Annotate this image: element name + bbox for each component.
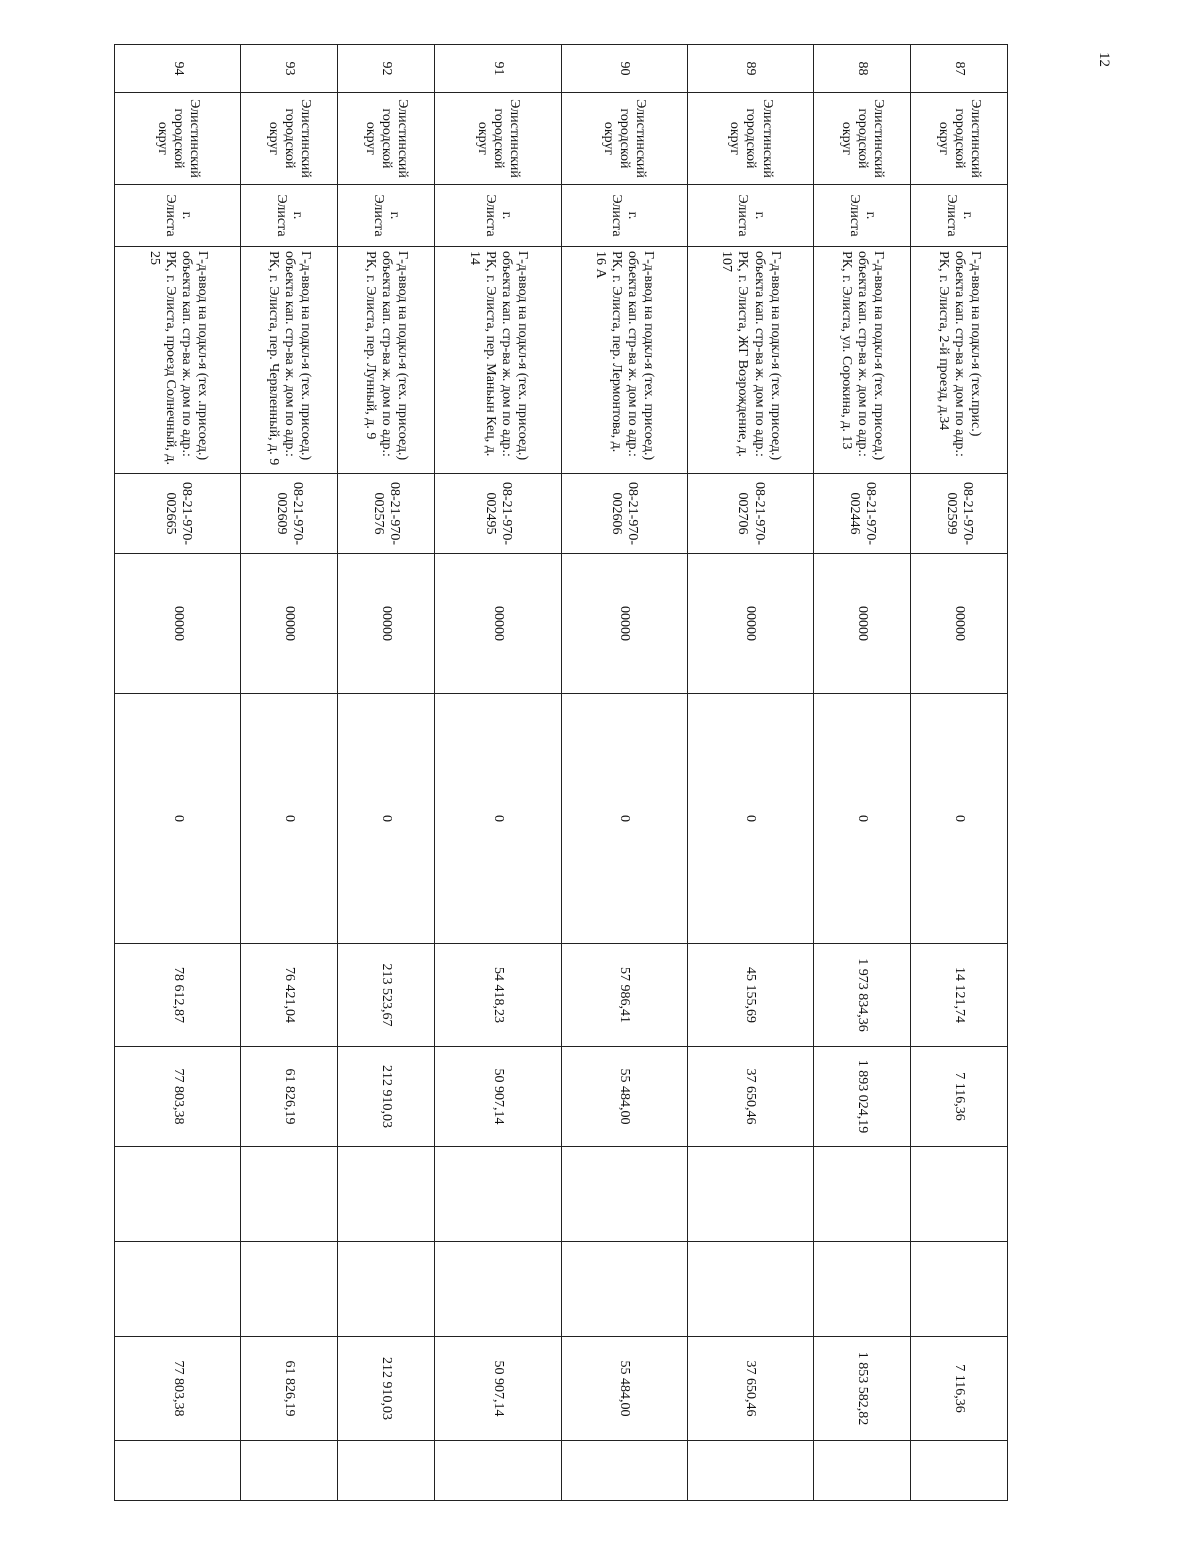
amount-2: 1 893 024,19 xyxy=(814,1047,911,1147)
table-row xyxy=(115,45,241,1501)
object-code: 08-21-970-002495 xyxy=(435,474,561,554)
object-description: Г-д-ввод на подкл-я (тех.прис.) объекта кап. стр-ва ж. дом по адр.: РК, г. Элиста, 2-й проезд, д.34 xyxy=(911,247,1008,474)
empty-cell xyxy=(241,1242,338,1337)
empty-cell xyxy=(814,1147,911,1242)
object-description: Г-д-ввод на подкл-я (тех .присоед.) объекта кап. стр-ва ж. дом по адр.: РК, г. Элиста, проезд Солнечный, д. 25 xyxy=(115,247,241,474)
table-row xyxy=(911,45,1008,1501)
empty-cell xyxy=(561,1242,687,1337)
empty-cell xyxy=(338,1147,435,1242)
code-00000: 00000 xyxy=(241,554,338,694)
table-row xyxy=(338,45,435,1501)
amount-2: 77 803,38 xyxy=(115,1047,241,1147)
empty-cell xyxy=(115,1242,241,1337)
amount-1: 213 523,67 xyxy=(338,944,435,1047)
empty-cell xyxy=(687,1147,813,1242)
amount-2: 212 910,03 xyxy=(338,1047,435,1147)
zero-value: 0 xyxy=(814,694,911,944)
empty-cell xyxy=(338,1242,435,1337)
code-00000: 00000 xyxy=(814,554,911,694)
table-row xyxy=(814,45,911,1501)
row-number: 94 xyxy=(115,45,241,93)
empty-cell xyxy=(911,1441,1008,1501)
empty-cell xyxy=(115,1441,241,1501)
empty-cell xyxy=(814,1242,911,1337)
table-row xyxy=(561,45,687,1501)
empty-cell xyxy=(911,1242,1008,1337)
zero-value: 0 xyxy=(911,694,1008,944)
table-row xyxy=(435,45,561,1501)
empty-cell xyxy=(911,1147,1008,1242)
city-cell: г. Элиста xyxy=(435,185,561,247)
empty-cell xyxy=(338,1441,435,1501)
amount-1: 54 418,23 xyxy=(435,944,561,1047)
empty-cell xyxy=(814,1441,911,1501)
page-number: 12 xyxy=(1096,52,1112,67)
amount-2: 7 116,36 xyxy=(911,1047,1008,1147)
district-cell: Элистинский городской округ xyxy=(814,93,911,185)
city-cell: г. Элиста xyxy=(561,185,687,247)
zero-value: 0 xyxy=(435,694,561,944)
zero-value: 0 xyxy=(338,694,435,944)
total-amount: 77 803,38 xyxy=(115,1337,241,1441)
zero-value: 0 xyxy=(241,694,338,944)
zero-value: 0 xyxy=(115,694,241,944)
row-number: 91 xyxy=(435,45,561,93)
empty-cell xyxy=(241,1147,338,1242)
code-00000: 00000 xyxy=(687,554,813,694)
object-description: Г-д-ввод на подкл-я (тех. присоед.) объекта кап. стр-ва ж. дом по адр.: РК, г. Элиста, пер. Червленный, д. 9 xyxy=(241,247,338,474)
rotated-table-wrapper xyxy=(114,44,1008,1500)
empty-cell xyxy=(241,1441,338,1501)
total-amount: 50 907,14 xyxy=(435,1337,561,1441)
table-body xyxy=(115,45,1008,1501)
object-code: 08-21-970-002599 xyxy=(911,474,1008,554)
amount-2: 50 907,14 xyxy=(435,1047,561,1147)
row-number: 90 xyxy=(561,45,687,93)
table-row xyxy=(687,45,813,1501)
object-description: Г-д-ввод на подкл-я (тех. присоед.) объекта кап. стр-ва ж. дом по адр.: РК, г. Элиста, ЖГ Возрождение, д. 107 xyxy=(687,247,813,474)
district-cell: Элистинский городской округ xyxy=(115,93,241,185)
row-number: 88 xyxy=(814,45,911,93)
object-code: 08-21-970-002706 xyxy=(687,474,813,554)
amount-1: 45 155,69 xyxy=(687,944,813,1047)
empty-cell xyxy=(435,1441,561,1501)
code-00000: 00000 xyxy=(338,554,435,694)
row-number: 93 xyxy=(241,45,338,93)
amount-1: 57 986,41 xyxy=(561,944,687,1047)
object-code: 08-21-970-002609 xyxy=(241,474,338,554)
object-code: 08-21-970-002446 xyxy=(814,474,911,554)
zero-value: 0 xyxy=(561,694,687,944)
district-cell: Элистинский городской округ xyxy=(338,93,435,185)
total-amount: 7 116,36 xyxy=(911,1337,1008,1441)
object-description: Г-д-ввод на подкл-я (тех. присоед.) объекта кап. стр-ва ж. дом по адр.: РК, г. Элиста, пер. Лермонтова, д. 16 А xyxy=(561,247,687,474)
amount-2: 55 484,00 xyxy=(561,1047,687,1147)
code-00000: 00000 xyxy=(561,554,687,694)
city-cell: г. Элиста xyxy=(241,185,338,247)
code-00000: 00000 xyxy=(911,554,1008,694)
amount-1: 1 973 834,36 xyxy=(814,944,911,1047)
data-table xyxy=(114,44,1008,1501)
code-00000: 00000 xyxy=(115,554,241,694)
row-number: 89 xyxy=(687,45,813,93)
zero-value: 0 xyxy=(687,694,813,944)
city-cell: г. Элиста xyxy=(814,185,911,247)
table-row xyxy=(241,45,338,1501)
total-amount: 55 484,00 xyxy=(561,1337,687,1441)
empty-cell xyxy=(561,1441,687,1501)
empty-cell xyxy=(435,1147,561,1242)
total-amount: 61 826,19 xyxy=(241,1337,338,1441)
object-code: 08-21-970-002576 xyxy=(338,474,435,554)
empty-cell xyxy=(115,1147,241,1242)
row-number: 92 xyxy=(338,45,435,93)
empty-cell xyxy=(687,1242,813,1337)
object-code: 08-21-970-002606 xyxy=(561,474,687,554)
city-cell: г. Элиста xyxy=(687,185,813,247)
object-description: Г-д-ввод на подкл-я (тех. присоед.) объекта кап. стр-ва ж. дом по адр.: РК, г. Элиста, ул. Сорокина, д. 13 xyxy=(814,247,911,474)
code-00000: 00000 xyxy=(435,554,561,694)
city-cell: г. Элиста xyxy=(338,185,435,247)
amount-1: 78 612,87 xyxy=(115,944,241,1047)
row-number: 87 xyxy=(911,45,1008,93)
district-cell: Элистинский городской округ xyxy=(561,93,687,185)
total-amount: 1 853 582,82 xyxy=(814,1337,911,1441)
object-description: Г-д-ввод на подкл-я (тех. присоед.) объекта кап. стр-ва ж. дом по адр.: РК, г. Элиста, пер. Лунный, д. 9 xyxy=(338,247,435,474)
empty-cell xyxy=(435,1242,561,1337)
empty-cell xyxy=(561,1147,687,1242)
district-cell: Элистинский городской округ xyxy=(435,93,561,185)
object-code: 08-21-970-002665 xyxy=(115,474,241,554)
city-cell: г. Элиста xyxy=(115,185,241,247)
amount-2: 61 826,19 xyxy=(241,1047,338,1147)
district-cell: Элистинский городской округ xyxy=(687,93,813,185)
object-description: Г-д-ввод на подкл-я (тех. присоед.) объекта кап. стр-ва ж. дом по адр.: РК, г. Элиста, пер. Маньын Кец, д. 14 xyxy=(435,247,561,474)
amount-2: 37 650,46 xyxy=(687,1047,813,1147)
amount-1: 76 421,04 xyxy=(241,944,338,1047)
total-amount: 37 650,46 xyxy=(687,1337,813,1441)
district-cell: Элистинский городской округ xyxy=(911,93,1008,185)
city-cell: г. Элиста xyxy=(911,185,1008,247)
amount-1: 14 121,74 xyxy=(911,944,1008,1047)
total-amount: 212 910,03 xyxy=(338,1337,435,1441)
empty-cell xyxy=(687,1441,813,1501)
district-cell: Элистинский городской округ xyxy=(241,93,338,185)
